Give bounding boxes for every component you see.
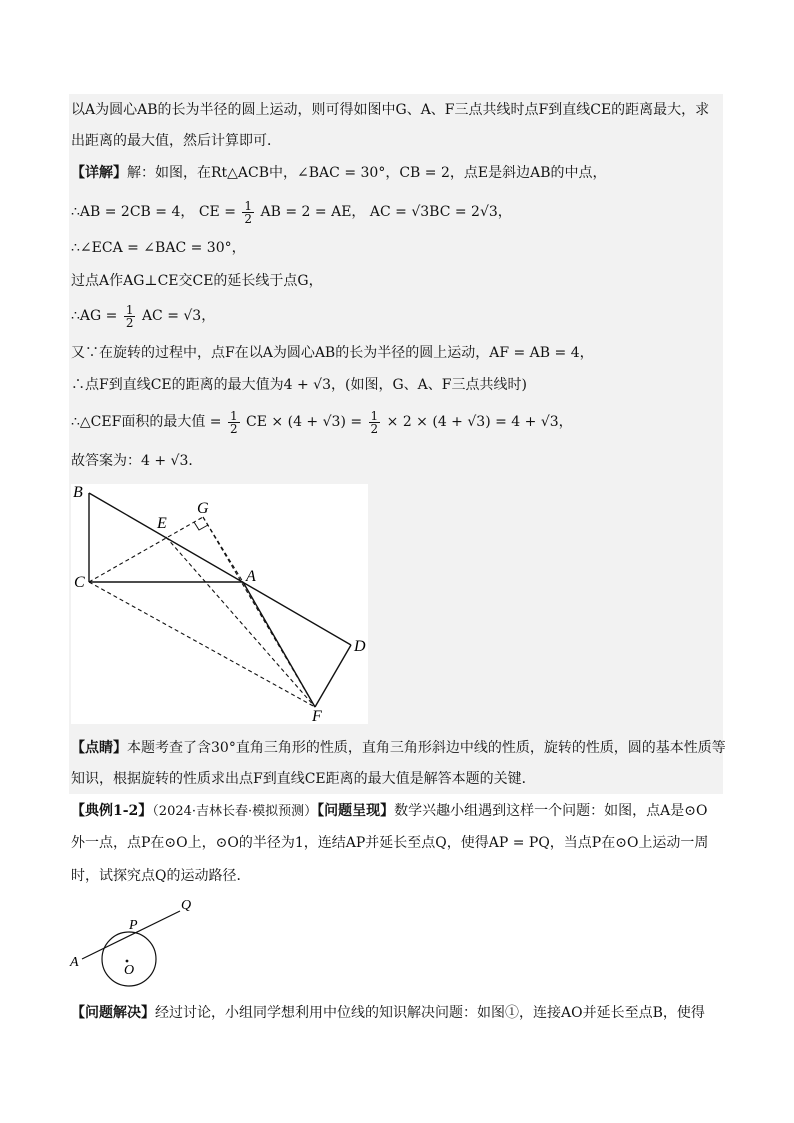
label-a: A [246,568,256,585]
half-fraction: $\frac{1}{2}$ [125,302,134,330]
area-mid-2: × 2 × (4 + √3) = 4 + √3， [386,414,573,430]
example-line-3: 时，试探究点Q的运动路径． [71,868,251,884]
half-fraction: $\frac{1}{2}$ [229,408,238,436]
answer-line: 故答案为：4 + √3． [71,453,203,469]
detail-tag: 【详解】 [71,165,127,181]
label-d: D [354,638,366,655]
comment-line-1 [71,738,726,758]
label-o: O [124,963,135,978]
geometry-figure-1 [71,484,368,724]
ag-line [71,302,215,330]
half-fraction: $\frac{1}{2}$ [244,198,253,226]
center-dot [126,960,129,963]
example-line-1 [71,801,707,822]
geometry-figure-2 [68,895,198,987]
half-fraction: $\frac{1}{2}$ [370,408,379,436]
comment-line-2: 知识，根据旋转的性质求出点F到直线CE距离的最大值是解答本题的关键． [71,771,536,787]
area-mid-1: CE × (4 + √3) = [246,414,363,430]
problem-tag: 【问题呈现】 [317,803,395,819]
comment-tag: 【点睛】 [71,740,127,756]
max-distance-statement: ∴点F到直线CE的距离的最大值为4 + √3，(如图，G、A、F三点共线时) [71,377,527,393]
ce-equation-right: AB = 2 = AE， [260,204,366,220]
label-f: F [312,708,322,724]
example-line-2: 外一点，点P在⊙O上，⊙O的半径为1，连结AP并延长至点Q，使得AP = PQ，当点P在⊙O上运动一周 [71,835,709,851]
ag-equation-right: AC = √3， [141,308,216,324]
label-g: G [197,500,209,517]
example-source: （2024·吉林长春·模拟预测） [152,804,318,819]
ac-equation: AC = √3BC = 2√3， [369,204,512,220]
solve-line-1 [71,1003,705,1023]
example-tag: 【典例1-2】 [71,803,153,819]
ab-ce-ac-line [71,198,512,226]
solve-tag: 【问题解决】 [71,1005,155,1021]
ce-equation-left: CE = [198,204,236,220]
label-p: P [129,918,138,933]
ab-equation: ∴AB = 2CB = 4， [71,204,195,220]
detail-text: 解：如图，在Rt△ACB中，∠BAC = 30°，CB = 2，点E是斜边AB的中点， [127,165,607,181]
rotation-statement: 又∵在旋转的过程中，点F在以A为圆心AB的长为半径的圆上运动，AF = AB = 4， [71,345,594,361]
label-a: A [70,955,79,970]
label-e: E [157,515,167,532]
angle-equation: ∴∠ECA = ∠BAC = 30°， [71,240,246,256]
solve-text: 经过讨论，小组同学想利用中位线的知识解决问题：如图①，连接AO并延长至点B，使得 [155,1005,705,1021]
detail-line-1 [71,163,607,183]
analysis-line-1: 以A为圆心AB的长为半径的圆上运动，则可得如图中G、A、F三点共线时点F到直线CE的距离最大，求 [71,102,710,118]
analysis-line-2: 出距离的最大值，然后计算即可． [71,133,281,149]
area-left: ∴△CEF面积的最大值 = [71,414,222,430]
label-q: Q [181,898,192,913]
example-text-1: 数学兴趣小组遇到这样一个问题：如图，点A是⊙O [394,803,708,819]
ag-equation-left: ∴AG = [71,308,118,324]
perpendicular-construction: 过点A作AG⊥CE交CE的延长线于点G， [71,273,323,289]
area-line [71,408,573,436]
comment-text: 本题考查了含30°直角三角形的性质，直角三角形斜边中线的性质，旋转的性质，圆的基本性质等 [127,740,726,756]
label-b: B [73,484,83,501]
label-c: C [74,574,85,591]
